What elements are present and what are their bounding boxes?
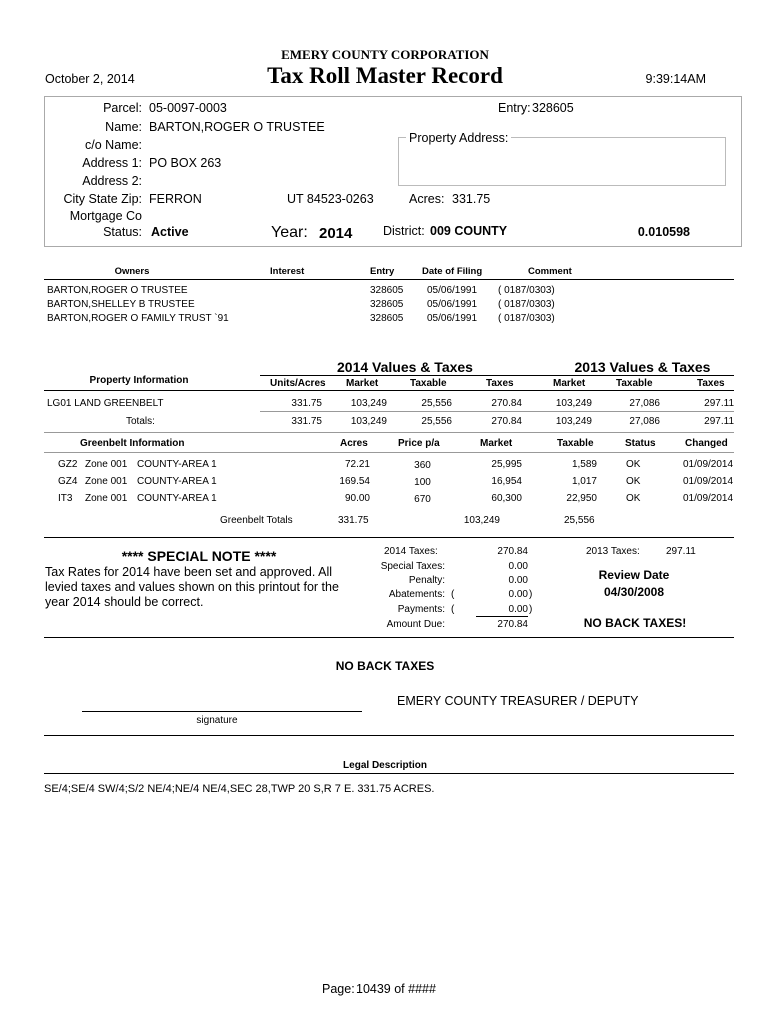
no-back-taxes-flag: NO BACK TAXES! xyxy=(583,616,687,630)
greenbelt-area: COUNTY-AREA 1 xyxy=(137,459,217,470)
greenbelt-acres: 72.21 xyxy=(344,459,370,470)
owner-date: 05/06/1991 xyxy=(427,285,478,296)
greenbelt-changed: 01/09/2014 xyxy=(683,459,734,470)
owners-header: Owners xyxy=(114,266,150,277)
greenbelt-totals-market: 103,249 xyxy=(463,515,500,526)
amount-due-label: Amount Due: xyxy=(386,619,445,630)
property-info-header: Property Information xyxy=(89,375,189,386)
greenbelt-changed: 01/09/2014 xyxy=(683,476,734,487)
status-label: Status: xyxy=(103,225,142,239)
name-value: BARTON,ROGER O TRUSTEE xyxy=(149,120,325,134)
legal-description: SE/4;SE/4 SW/4;S/2 NE/4;NE/4 NE/4,SEC 28,TWP 20 S,R 7 E. 331.75 ACRES. xyxy=(44,783,435,795)
owner-entry: 328605 xyxy=(370,313,404,324)
owner-date: 05/06/1991 xyxy=(427,299,478,310)
special-taxes-label: Special Taxes: xyxy=(380,561,445,572)
totals-prior-market: 103,249 xyxy=(555,416,592,427)
owner-comment: ( 0187/0303) xyxy=(498,313,555,324)
greenbelt-market: 60,300 xyxy=(491,493,522,504)
greenbelt-taxable-header: Taxable xyxy=(557,438,594,449)
prior-taxes: 297.11 xyxy=(704,398,734,409)
greenbelt-totals-label: Greenbelt Totals xyxy=(220,515,293,526)
totals-rule xyxy=(260,411,734,412)
parcel-value: 05-0097-0003 xyxy=(149,101,227,115)
greenbelt-info-header: Greenbelt Information xyxy=(80,438,185,449)
greenbelt-header-rule xyxy=(44,452,734,453)
greenbelt-taxable: 22,950 xyxy=(566,493,597,504)
special-note-line: year 2014 should be correct. xyxy=(45,595,204,609)
greenbelt-acres: 90.00 xyxy=(344,493,370,504)
legal-heading-rule xyxy=(44,773,734,774)
greenbelt-changed-header: Changed xyxy=(685,438,728,449)
greenbelt-changed: 01/09/2014 xyxy=(683,493,734,504)
greenbelt-status: OK xyxy=(626,493,641,504)
totals-market: 103,249 xyxy=(350,416,387,427)
greenbelt-top-rule xyxy=(44,432,734,433)
property-taxes: 270.84 xyxy=(491,398,522,409)
page-number: 10439 of #### xyxy=(356,982,436,996)
greenbelt-zone: Zone 001 xyxy=(85,476,128,487)
totals-units: 331.75 xyxy=(291,416,322,427)
owner-entry: 328605 xyxy=(370,299,404,310)
penalty-label: Penalty: xyxy=(408,575,445,586)
prior-taxes-header: Taxes xyxy=(697,378,725,389)
greenbelt-status: OK xyxy=(626,476,641,487)
owner-entry: 328605 xyxy=(370,285,404,296)
year-label: Year: xyxy=(271,224,308,241)
address1-value: PO BOX 263 xyxy=(149,156,222,170)
acres-label: Acres: xyxy=(409,192,445,206)
greenbelt-market: 25,995 xyxy=(491,459,522,470)
district-label: District: xyxy=(383,224,425,238)
prior-values-heading: 2013 Values & Taxes xyxy=(574,359,711,375)
property-desc: LG01 LAND GREENBELT xyxy=(47,398,164,409)
greenbelt-acres-header: Acres xyxy=(340,438,368,449)
greenbelt-market-header: Market xyxy=(480,438,513,449)
signature-label: signature xyxy=(196,715,238,726)
amount-due-rule xyxy=(476,616,528,617)
state-zip-value: UT 84523-0263 xyxy=(287,192,374,206)
address2-label: Address 2: xyxy=(82,174,142,188)
review-date-value: 04/30/2008 xyxy=(603,585,665,599)
prior-market-header: Market xyxy=(553,378,586,389)
prior-heading-rule xyxy=(548,375,734,376)
property-units: 331.75 xyxy=(291,398,322,409)
owner-comment: ( 0187/0303) xyxy=(498,285,555,296)
district-value: 009 COUNTY xyxy=(430,224,508,238)
abatements-paren-open: ( xyxy=(451,589,455,600)
abatements-value: 0.00 xyxy=(508,589,528,600)
status-value: Active xyxy=(151,225,189,239)
greenbelt-taxable: 1,017 xyxy=(571,476,597,487)
taxes-label: 2014 Taxes: xyxy=(384,546,438,557)
acres-value: 331.75 xyxy=(452,192,491,206)
property-market: 103,249 xyxy=(350,398,387,409)
greenbelt-taxable: 1,589 xyxy=(571,459,597,470)
property-address-label: Property Address: xyxy=(406,131,511,145)
greenbelt-market: 16,954 xyxy=(491,476,522,487)
co-name-label: c/o Name: xyxy=(85,138,142,152)
greenbelt-price: 670 xyxy=(414,494,431,505)
mortgage-label: Mortgage Co xyxy=(69,209,142,223)
treasurer-label: EMERY COUNTY TREASURER / DEPUTY xyxy=(397,694,639,708)
report-time: 9:39:14AM xyxy=(645,72,706,86)
page-title: Tax Roll Master Record xyxy=(267,63,503,88)
legal-heading: Legal Description xyxy=(343,760,427,771)
no-back-taxes: NO BACK TAXES xyxy=(335,659,435,673)
greenbelt-code: GZ4 xyxy=(58,476,78,487)
owner-name: BARTON,ROGER O FAMILY TRUST `91 xyxy=(47,313,229,324)
market-header: Market xyxy=(346,378,379,389)
greenbelt-price-header: Price p/a xyxy=(398,438,440,449)
legal-top-rule xyxy=(44,735,734,736)
amount-due-value: 270.84 xyxy=(497,619,528,630)
owner-date: 05/06/1991 xyxy=(427,313,478,324)
greenbelt-totals-taxable: 25,556 xyxy=(564,515,595,526)
owners-divider xyxy=(44,279,734,280)
entry-label: Entry: xyxy=(498,101,531,115)
totals-prior-taxable: 27,086 xyxy=(629,416,660,427)
taxes-value: 270.84 xyxy=(497,546,528,557)
payments-paren-open: ( xyxy=(451,604,455,615)
special-note-title: **** SPECIAL NOTE **** xyxy=(121,548,277,564)
comment-header: Comment xyxy=(528,266,572,277)
penalty-value: 0.00 xyxy=(508,575,528,586)
payments-value: 0.00 xyxy=(508,604,528,615)
prior-taxable: 27,086 xyxy=(629,398,660,409)
property-taxable: 25,556 xyxy=(421,398,452,409)
note-divider xyxy=(44,537,734,538)
special-note-line: levied taxes and values shown on this printout for the xyxy=(45,580,339,594)
prior-taxes-label: 2013 Taxes: xyxy=(586,546,640,557)
values-divider xyxy=(44,390,734,391)
greenbelt-zone: Zone 001 xyxy=(85,459,128,470)
abatements-paren-close: ) xyxy=(529,589,533,600)
greenbelt-totals-acres: 331.75 xyxy=(338,515,369,526)
units-header: Units/Acres xyxy=(270,378,326,389)
greenbelt-status-header: Status xyxy=(625,438,656,449)
report-date: October 2, 2014 xyxy=(45,72,135,86)
greenbelt-price: 360 xyxy=(414,460,431,471)
page-label: Page: xyxy=(322,982,355,996)
taxes-header: Taxes xyxy=(486,378,514,389)
greenbelt-acres: 169.54 xyxy=(339,476,370,487)
abatements-label: Abatements: xyxy=(388,589,445,600)
city-state-zip-label: City State Zip: xyxy=(63,192,142,206)
greenbelt-code: GZ2 xyxy=(58,459,78,470)
owner-name: BARTON,SHELLEY B TRUSTEE xyxy=(47,299,195,310)
prior-market: 103,249 xyxy=(555,398,592,409)
special-note-line: Tax Rates for 2014 have been set and approved. All xyxy=(45,565,332,579)
greenbelt-area: COUNTY-AREA 1 xyxy=(137,493,217,504)
city-value: FERRON xyxy=(149,192,202,206)
greenbelt-code: IT3 xyxy=(58,493,73,504)
parcel-label: Parcel: xyxy=(103,101,142,115)
totals-taxable: 25,556 xyxy=(421,416,452,427)
entry-value: 328605 xyxy=(532,101,574,115)
owner-comment: ( 0187/0303) xyxy=(498,299,555,310)
totals-taxes: 270.84 xyxy=(491,416,522,427)
signature-line xyxy=(82,711,362,712)
company-name: EMERY COUNTY CORPORATION xyxy=(281,47,489,62)
owner-name: BARTON,ROGER O TRUSTEE xyxy=(47,285,188,296)
date-of-filing-header: Date of Filing xyxy=(422,266,483,277)
prior-taxable-header: Taxable xyxy=(616,378,653,389)
taxable-header: Taxable xyxy=(410,378,447,389)
totals-prior-taxes: 297.11 xyxy=(704,416,734,427)
year-value: 2014 xyxy=(319,225,353,242)
footer-divider xyxy=(44,637,734,638)
payments-label: Payments: xyxy=(397,604,445,615)
greenbelt-area: COUNTY-AREA 1 xyxy=(137,476,217,487)
greenbelt-price: 100 xyxy=(414,477,431,488)
current-heading-rule xyxy=(260,375,550,376)
name-label: Name: xyxy=(105,120,142,134)
totals-label: Totals: xyxy=(126,416,155,427)
tax-rate: 0.010598 xyxy=(637,225,690,239)
interest-header: Interest xyxy=(270,266,305,277)
prior-taxes-value: 297.11 xyxy=(666,546,696,557)
address1-label: Address 1: xyxy=(82,156,142,170)
greenbelt-status: OK xyxy=(626,459,641,470)
current-values-heading: 2014 Values & Taxes xyxy=(337,359,473,375)
entry-header: Entry xyxy=(370,266,395,277)
greenbelt-zone: Zone 001 xyxy=(85,493,128,504)
special-taxes-value: 0.00 xyxy=(508,561,528,572)
review-date-label: Review Date xyxy=(598,568,670,582)
payments-paren-close: ) xyxy=(529,604,533,615)
